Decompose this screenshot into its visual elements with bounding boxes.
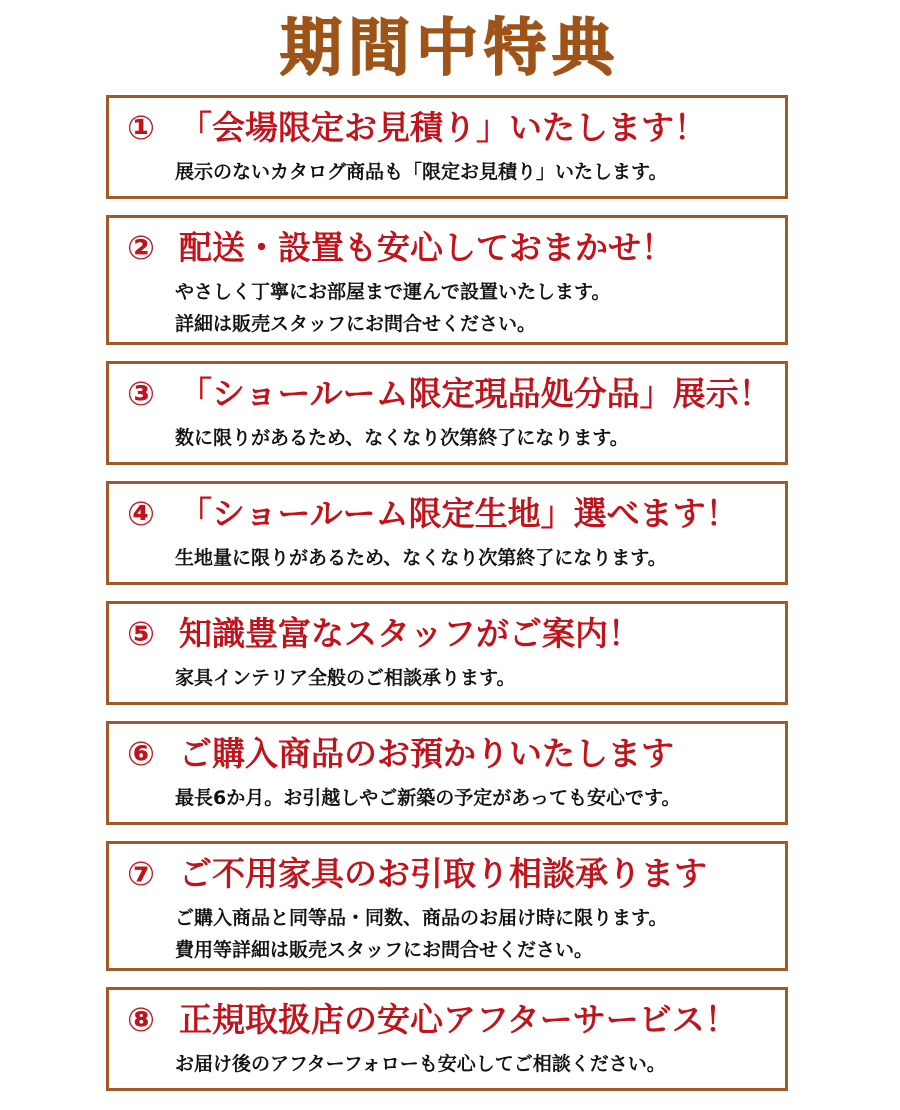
benefit-headline: 「会場限定お見積り」いたします！ [179, 108, 707, 147]
benefit-description-line: 展示のないカタログ商品も「限定お見積り」いたします。 [175, 161, 668, 183]
benefit-item-1 [106, 95, 788, 199]
benefit-number: ③ [127, 374, 155, 413]
benefit-headline: 「ショールーム限定現品処分品」展示！ [179, 374, 772, 413]
benefit-item-4 [106, 481, 788, 585]
benefit-headline: ご購入商品のお預かりいたします [179, 734, 674, 773]
benefit-description-line: お届け後のアフターフォローも安心してご相談ください。 [175, 1053, 666, 1075]
benefit-description [175, 782, 779, 814]
benefit-description [175, 276, 779, 340]
benefit-description-line: 詳細は販売スタッフにお問合せください。 [175, 313, 537, 335]
benefit-item-2 [106, 215, 788, 345]
benefit-description-line: 生地量に限りがあるため、なくなり次第終了になります。 [175, 547, 667, 569]
benefit-headline: 配送・設置も安心しておまかせ！ [179, 228, 674, 267]
benefit-description-line: 費用等詳細は販売スタッフにお問合せください。 [175, 939, 594, 961]
benefit-item-3 [106, 361, 788, 465]
benefit-heading [127, 998, 779, 1042]
benefit-number: ② [127, 228, 155, 267]
benefit-heading [127, 226, 779, 270]
benefit-description [175, 1048, 779, 1080]
benefit-description-line: やさしく丁寧にお部屋まで運んで設置いたします。 [175, 281, 611, 303]
benefit-headline: ご不用家具のお引取り相談承ります [179, 854, 707, 893]
benefit-heading [127, 106, 779, 150]
benefit-number: ⑧ [127, 1000, 155, 1039]
benefit-heading [127, 732, 779, 776]
benefit-description [175, 662, 779, 694]
benefit-item-8 [106, 987, 788, 1091]
benefit-description [175, 156, 779, 188]
benefit-description [175, 902, 779, 966]
benefit-description-line: 数に限りがあるため、なくなり次第終了になります。 [175, 427, 629, 449]
benefit-heading [127, 612, 779, 656]
benefit-headline: 「ショールーム限定生地」選べます！ [179, 494, 739, 533]
benefit-item-5 [106, 601, 788, 705]
page-title: 期間中特典 [279, 11, 620, 84]
benefit-description-line: ご購入商品と同等品・同数、商品のお届け時に限ります。 [175, 907, 668, 929]
benefit-number: ⑥ [127, 734, 155, 773]
benefit-item-7 [106, 841, 788, 971]
benefit-number: ⑤ [127, 614, 155, 653]
benefit-headline: 知識豊富なスタッフがご案内！ [179, 614, 641, 653]
benefit-heading [127, 852, 779, 896]
benefit-heading [127, 372, 779, 416]
benefit-description [175, 542, 779, 574]
benefit-description-line: 家具インテリア全般のご相談承ります。 [175, 667, 516, 689]
benefit-number: ① [127, 108, 155, 147]
benefit-number: ⑦ [127, 854, 155, 893]
benefit-heading [127, 492, 779, 536]
benefit-description-line: 最長6か月。お引越しやご新築の予定があっても安心です。 [175, 787, 681, 809]
benefit-item-6 [106, 721, 788, 825]
benefit-number: ④ [127, 494, 155, 533]
benefit-headline: 正規取扱店の安心アフターサービス！ [179, 1000, 738, 1039]
benefit-description [175, 422, 779, 454]
